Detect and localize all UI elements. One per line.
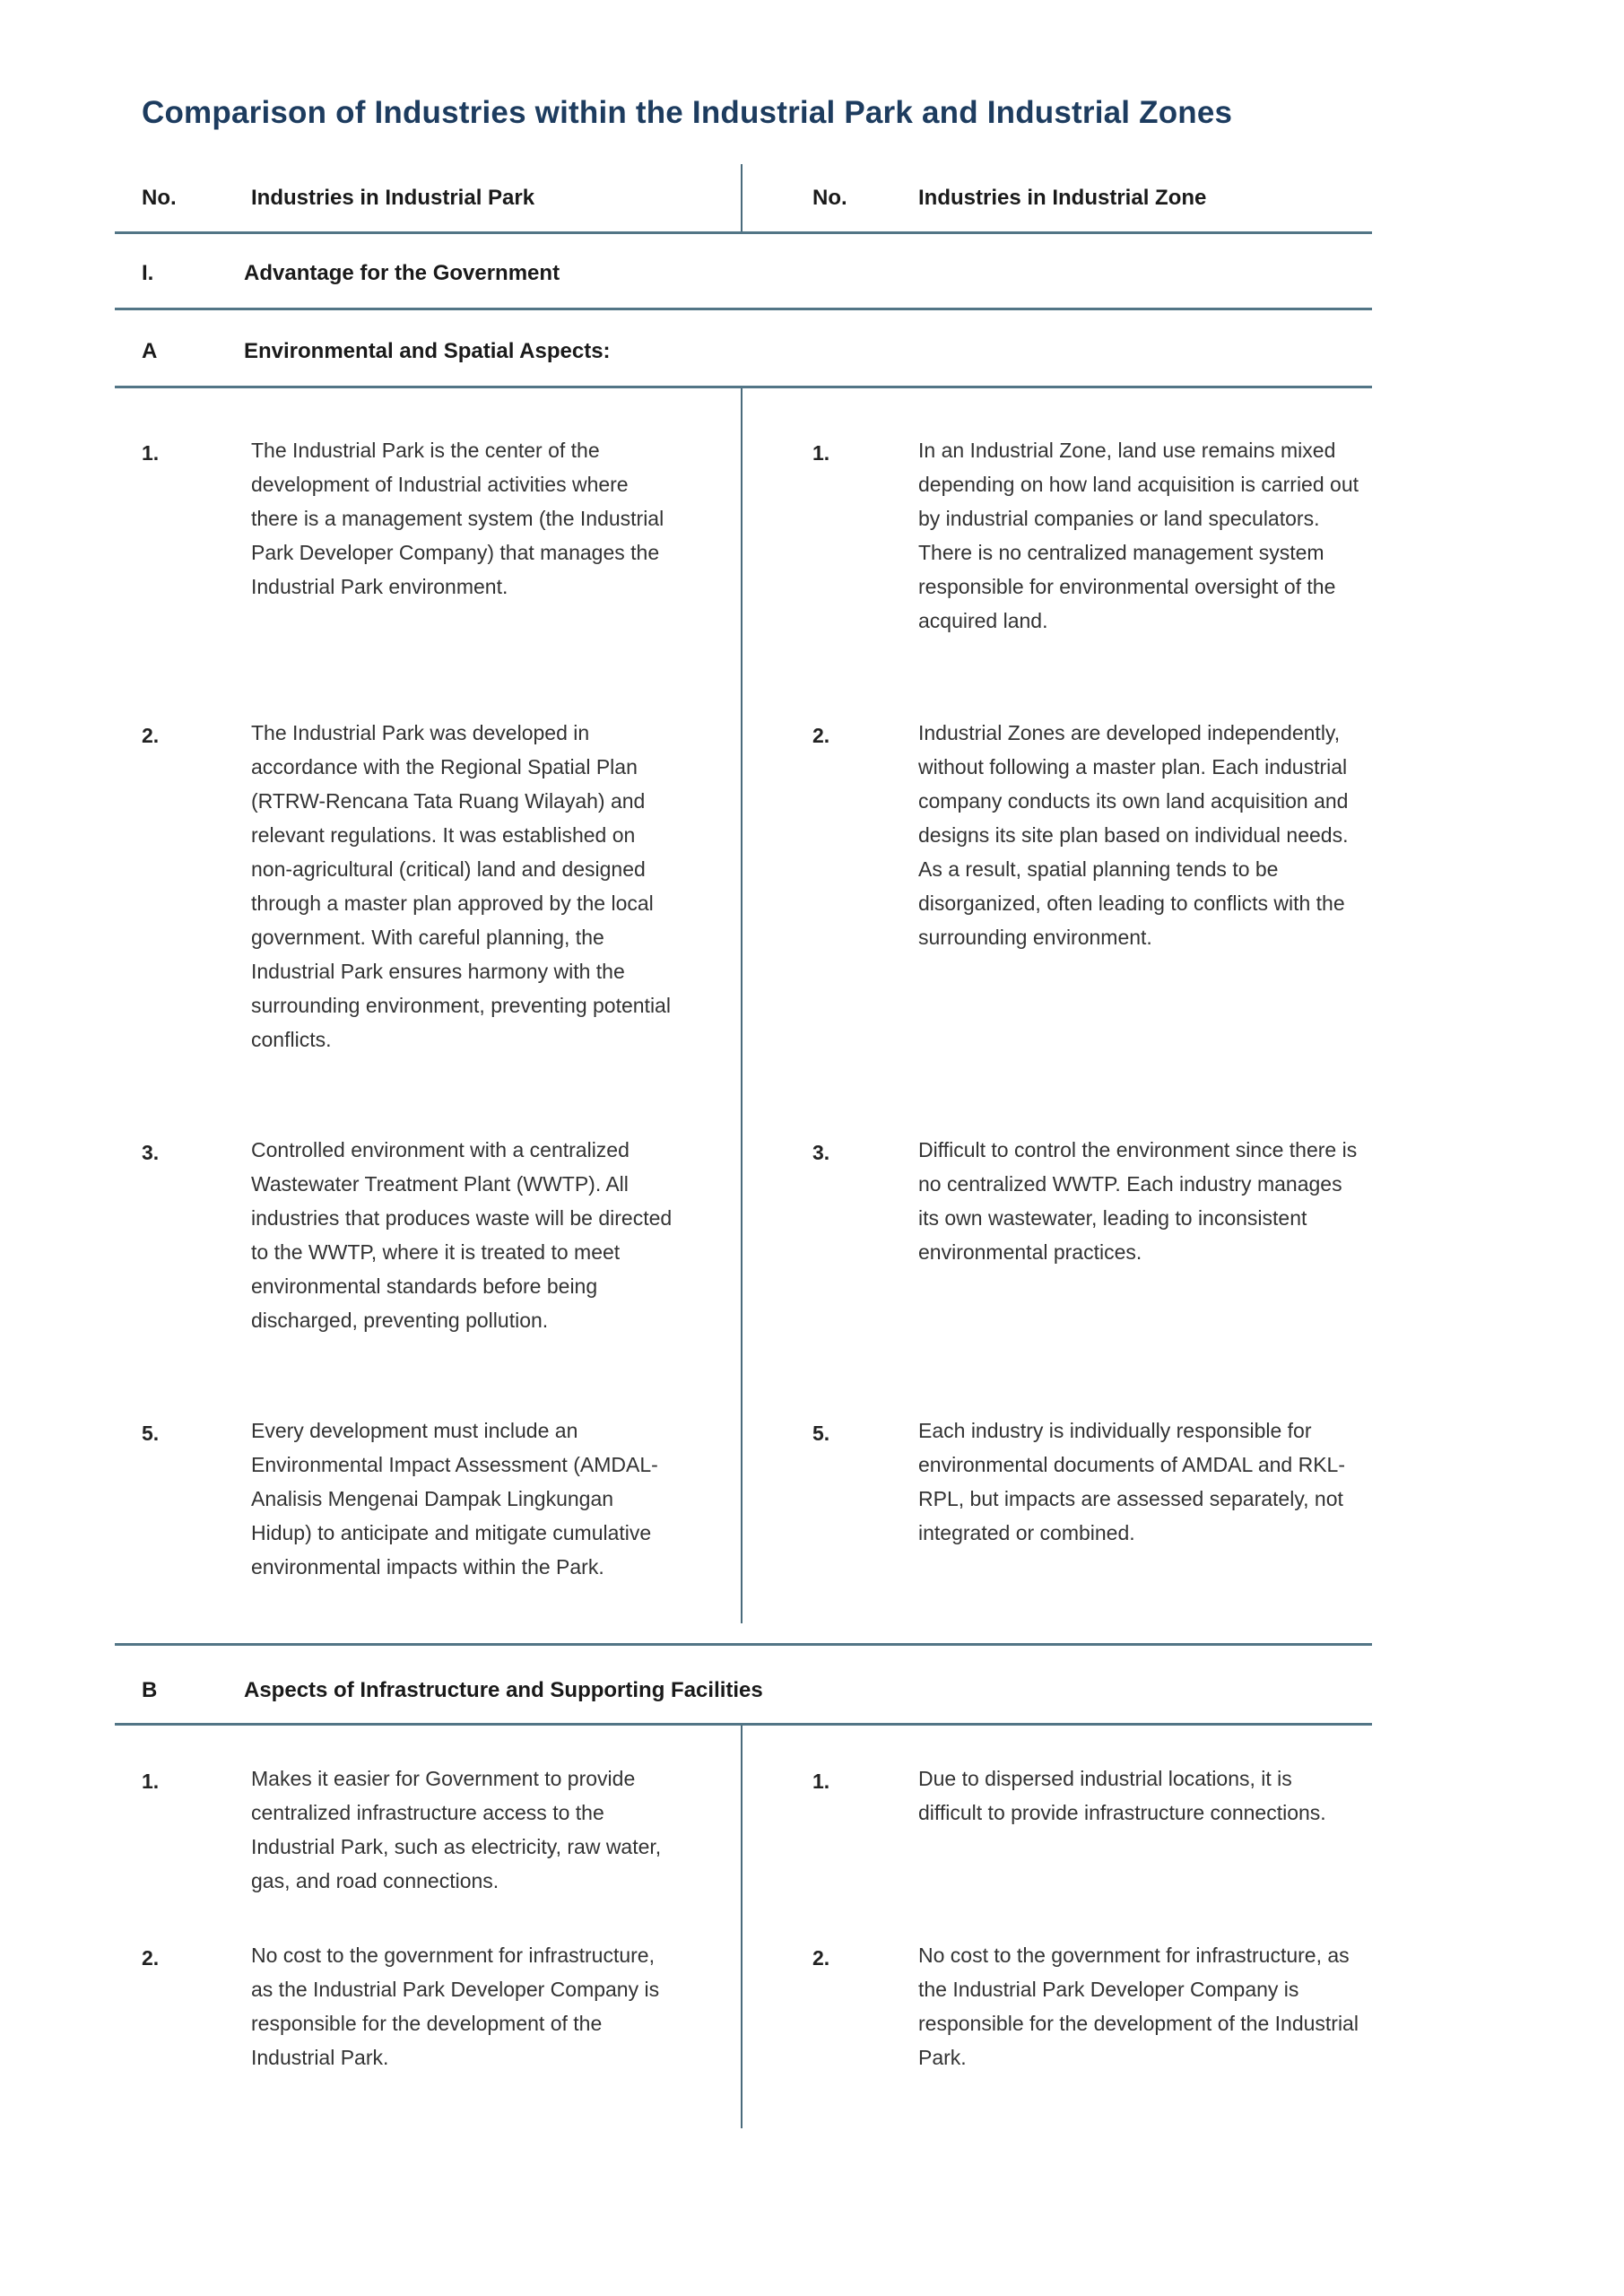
section-infrastructure-number: B bbox=[142, 1678, 158, 1702]
park-cell-text: No cost to the government for infrastructure, as the Industrial Park Developer Company is responsible for the development of the Industrial Park. bbox=[251, 1944, 660, 2069]
row-number-park: 1. bbox=[142, 1770, 160, 1793]
header-no-right: No. bbox=[812, 186, 847, 210]
column-divider bbox=[741, 388, 743, 1623]
row-number-zone: 3. bbox=[812, 1141, 830, 1164]
zone-cell-text: Each industry is individually responsible for environmental documents of AMDAL and RKL-RPL, but impacts are assessed separately, not integrated or combined. bbox=[918, 1419, 1346, 1544]
zone-cell-text: Difficult to control the environment since there is no centralized WWTP. Each industry manages its own wastewater, leading to inconsistent environmental practices. bbox=[918, 1138, 1358, 1264]
park-cell-text: The Industrial Park was developed in accordance with the Regional Spatial Plan (RTRW-Rencana Tata Ruang Wilayah) and relevant regulations. It was established on non-agricultural (critical) land and designed through a master plan approved by the local government. With careful planning, the Industrial Park ensures harmony with the surrounding environment, preventing potential conflicts. bbox=[251, 721, 671, 1051]
park-cell-text: Makes it easier for Government to provide centralized infrastructure access to the Industrial Park, such as electricity, raw water, gas, and road connections. bbox=[251, 1767, 662, 1892]
table-header-row bbox=[115, 164, 1372, 231]
park-cell bbox=[244, 1133, 741, 1413]
section-row-advantage bbox=[115, 234, 1372, 308]
zone-cell bbox=[918, 1413, 1372, 1620]
table-row bbox=[115, 1413, 1372, 1620]
park-cell bbox=[244, 1413, 741, 1620]
zone-cell-text: In an Industrial Zone, land use remains mixed depending on how land acquisition is carried out by industrial companies or land speculators. There is no centralized management system responsible for environmental oversight of the acquired land. bbox=[918, 439, 1359, 632]
section-row-infrastructure bbox=[115, 1646, 1372, 1723]
section-advantage-number: I. bbox=[142, 261, 154, 285]
table-row bbox=[115, 1133, 1372, 1413]
section-infrastructure-label: Aspects of Infrastructure and Supporting Facilities bbox=[244, 1678, 763, 1702]
park-cell bbox=[244, 1938, 741, 2074]
section-infrastructure-body bbox=[115, 1726, 1372, 2128]
zone-cell-text: Industrial Zones are developed independently, without following a master plan. Each industrial company conducts its own land acquisition and designs its site plan based on individual needs. As a result, spatial planning tends to be disorganized, often leading to conflicts with the surrounding environment. bbox=[918, 721, 1349, 949]
comparison-table bbox=[115, 164, 1372, 2128]
zone-cell bbox=[918, 433, 1372, 716]
page-title: Comparison of Industries within the Industrial Park and Industrial Zones bbox=[142, 95, 1233, 130]
table-row bbox=[115, 1761, 1372, 1938]
table-row bbox=[115, 1938, 1372, 2074]
park-cell bbox=[244, 1761, 741, 1938]
row-number-zone: 2. bbox=[812, 1946, 830, 1970]
park-cell-text: Every development must include an Environmental Impact Assessment (AMDAL-Analisis Mengenai Dampak Lingkungan Hidup) to anticipate and mitigate cumulative environmental impacts within the Park. bbox=[251, 1419, 658, 1578]
header-park-label: Industries in Industrial Park bbox=[251, 186, 535, 210]
zone-cell bbox=[918, 1133, 1372, 1413]
row-number-zone: 2. bbox=[812, 724, 830, 747]
zone-cell-text: No cost to the government for infrastructure, as the Industrial Park Developer Company is responsible for the development of the Industrial Park. bbox=[918, 1944, 1359, 2069]
park-cell bbox=[244, 716, 741, 1133]
park-cell bbox=[244, 433, 741, 716]
section-environmental-body bbox=[115, 388, 1372, 1643]
zone-cell bbox=[918, 1761, 1372, 1938]
table-row bbox=[115, 433, 1372, 716]
row-number-park: 2. bbox=[142, 1946, 160, 1970]
row-number-zone: 1. bbox=[812, 1770, 830, 1793]
zone-cell-text: Due to dispersed industrial locations, it is difficult to provide infrastructure connections. bbox=[918, 1767, 1326, 1824]
row-number-park: 2. bbox=[142, 724, 160, 747]
header-no-left: No. bbox=[142, 186, 177, 210]
section-row-environmental bbox=[115, 310, 1372, 386]
section-advantage-label: Advantage for the Government bbox=[244, 261, 560, 285]
header-zone-label: Industries in Industrial Zone bbox=[918, 186, 1207, 210]
row-number-zone: 5. bbox=[812, 1422, 830, 1445]
zone-cell bbox=[918, 1938, 1372, 2074]
section-environmental-label: Environmental and Spatial Aspects: bbox=[244, 339, 611, 363]
row-number-park: 1. bbox=[142, 441, 160, 465]
row-number-park: 3. bbox=[142, 1141, 160, 1164]
zone-cell bbox=[918, 716, 1372, 1133]
row-number-park: 5. bbox=[142, 1422, 160, 1445]
column-divider bbox=[741, 1726, 743, 2128]
table-row bbox=[115, 716, 1372, 1133]
park-cell-text: The Industrial Park is the center of the development of Industrial activities where there is a management system (the Industrial Park Developer Company) that manages the Industrial Park environment. bbox=[251, 439, 664, 598]
row-number-zone: 1. bbox=[812, 441, 830, 465]
park-cell-text: Controlled environment with a centralized Wastewater Treatment Plant (WWTP). All industries that produces waste will be directed to the WWTP, where it is treated to meet environmental standards before being discharged, preventing pollution. bbox=[251, 1138, 673, 1332]
column-divider bbox=[741, 164, 743, 231]
section-environmental-number: A bbox=[142, 339, 158, 363]
